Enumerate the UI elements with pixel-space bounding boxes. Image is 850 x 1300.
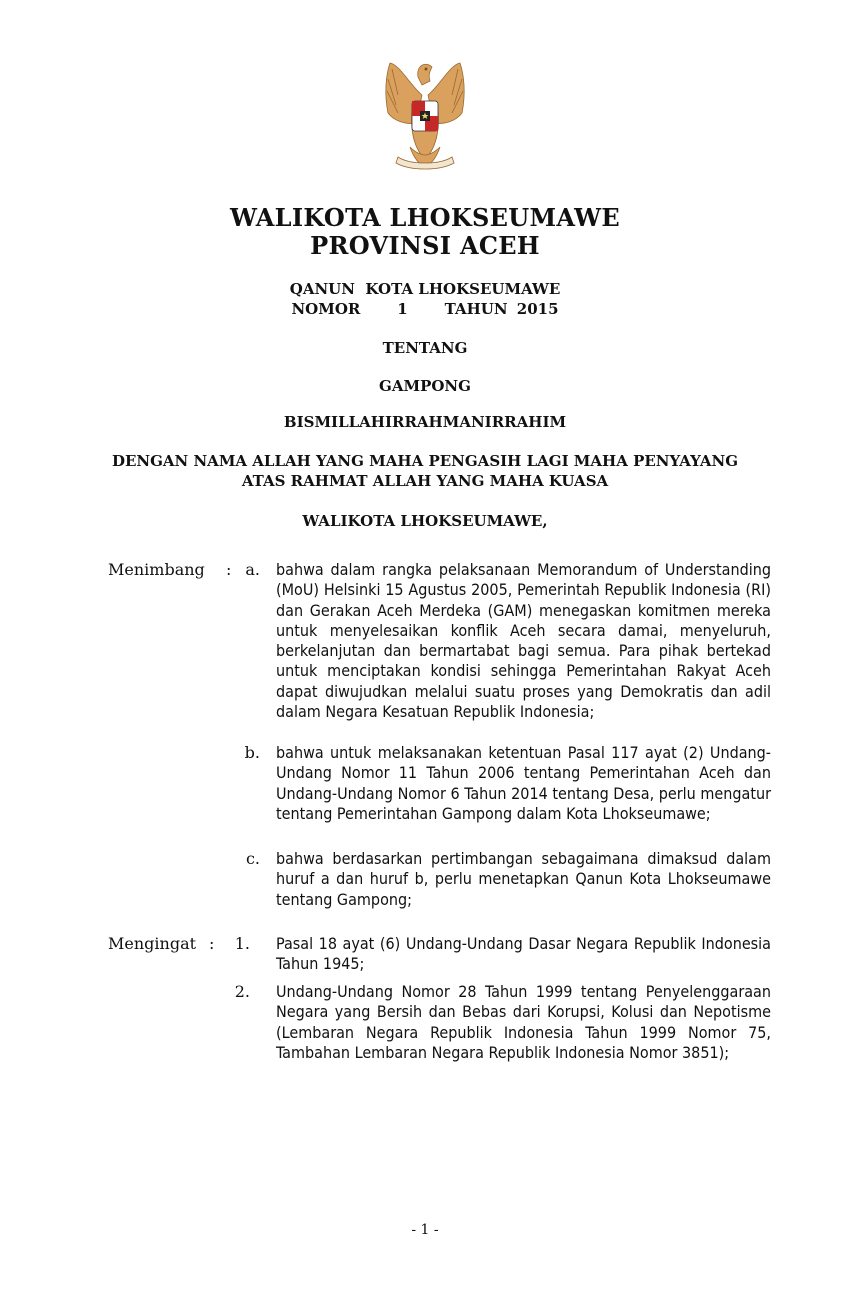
page-number: - 1 -: [411, 1222, 439, 1238]
menimbang-colon: :: [226, 560, 232, 579]
tentang-heading: TENTANG: [382, 339, 468, 357]
invocation-line1: DENGAN NAMA ALLAH YANG MAHA PENGASIH LAGI MAHA PENYAYANG: [111, 452, 739, 470]
menimbang-label: Menimbang: [108, 560, 205, 579]
mengingat-label: Mengingat: [108, 934, 197, 953]
list-marker: 1.: [234, 934, 250, 953]
list-item-text: Pasal 18 ayat (6) Undang-Undang Dasar Negara Republik Indonesia Tahun 1945;: [276, 934, 771, 974]
list-item-text: Undang-Undang Nomor 28 Tahun 1999 tentang Penyelenggaraan Negara yang Bersih dan Bebas dari Korupsi, Kolusi dan Nepotisme (Lembaran Negara Republik Indonesia Tahun 1999 Nomor 75, Tambahan Lembaran Negara Republik Indonesia Nomor 3851);: [276, 982, 771, 1062]
qanun-number: NOMOR 1 TAHUN 2015: [291, 300, 559, 318]
list-item-text: bahwa dalam rangka pelaksanaan Memorandum of Understanding (MoU) Helsinki 15 Agustus 2005, Pemerintah Republik Indonesia (RI) dan Gerakan Aceh Merdeka (GAM) menegaskan komitmen mereka untuk menyelesaikan konflik Aceh secara damai, menyeluruh, berkelanjutan dan bermartabat bagi semua. Para pihak bertekad untuk menciptakan kondisi sehingga Pemerintahan Rakyat Aceh dapat diwujudkan melalui suatu proses yang Demokratis dan adil dalam Negara Kesatuan Republik Indonesia;: [276, 560, 771, 722]
bismillah-heading: BISMILLAHIRRAHMANIRRAHIM: [283, 413, 567, 431]
list-marker: 2.: [234, 982, 250, 1001]
document-title-line1: WALIKOTA LHOKSEUMAWE: [230, 203, 620, 232]
list-marker: a.: [245, 560, 260, 579]
list-marker: c.: [245, 849, 260, 868]
qanun-heading: QANUN KOTA LHOKSEUMAWE: [289, 280, 561, 298]
mengingat-colon: :: [209, 934, 215, 953]
walikota-heading: WALIKOTA LHOKSEUMAWE,: [302, 512, 548, 530]
subject-heading: GAMPONG: [379, 377, 471, 395]
list-item-text: bahwa berdasarkan pertimbangan sebagaimana dimaksud dalam huruf a dan huruf b, perlu menetapkan Qanun Kota Lhokseumawe tentang Gampong;: [276, 849, 771, 909]
document-title-line2: PROVINSI ACEH: [310, 231, 540, 260]
list-marker: b.: [244, 743, 260, 762]
list-item-text: bahwa untuk melaksanakan ketentuan Pasal 117 ayat (2) Undang-Undang Nomor 11 Tahun 2006 tentang Pemerintahan Aceh dan Undang-Undang Nomor 6 Tahun 2014 tentang Desa, perlu mengatur tentang Pemerintahan Gampong dalam Kota Lhokseumawe;: [276, 743, 771, 823]
invocation-line2: ATAS RAHMAT ALLAH YANG MAHA KUASA: [241, 472, 609, 490]
garuda-emblem-icon: [370, 55, 480, 173]
